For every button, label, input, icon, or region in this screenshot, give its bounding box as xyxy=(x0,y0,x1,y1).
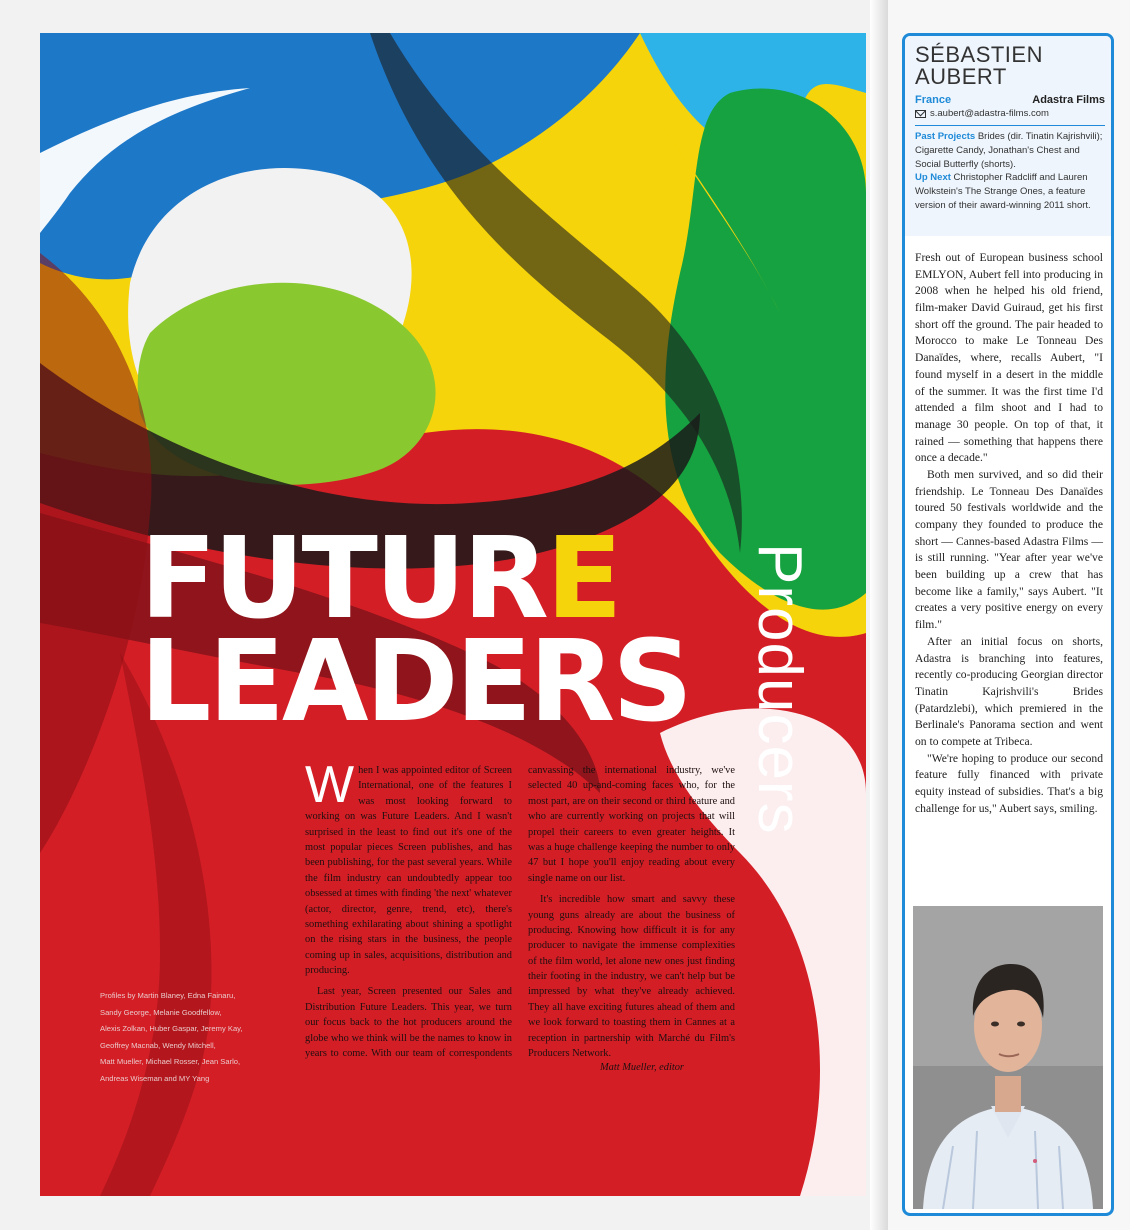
intro-paragraph-1 xyxy=(305,756,512,978)
intro-paragraph-3: It's incredible how smart and savvy these young guns already are about the business of producing. Knowing how difficult it is for any producer to navigate the immense complexities of the film world, let alone new ones just finding their footing in the industry, we can't help but be impressed by what they've already achieved. They all have exciting futures ahead of them and we look forward to toasting them in Cannes at a reception in partnership with Marché du Film's Producers Network. xyxy=(528,894,735,1060)
intro-paragraph-1-text: hen I was appointed editor of Screen International, one of the features I was most looking forward to working on was Future Leaders. And I wasn't surprised in the least to find out it's one of the most popular pieces Screen publishes, and has been publishing, for the past several years. While the film industry can undoubtedly appear too obsessed at times with finding 'the next' whatever (actor, director, genre, trend, etc), there's something exhilarating about shining a spotlight on the rising stars in the business, the people coming up in sales, acquisitions, distribution and producing. xyxy=(305,765,512,977)
headline-line-1 xyxy=(140,514,690,644)
producer-photo xyxy=(913,906,1103,1209)
profile-divider xyxy=(915,125,1105,126)
profile-paragraph: Both men survived, and so did their friendship. Le Tonneau Des Danaïdes toured 50 festivals worldwide and the company they founded to produce the short — Cannes-based Adastra Films — is still running. "Year after year we've been building up a crew that has become like a family," says Aubert. "It creates a very positive energy on every film." xyxy=(915,467,1103,632)
producer-first-name: SÉBASTIEN xyxy=(915,42,1043,67)
credits-line: Profiles by Martin Blaney, Edna Fainaru, xyxy=(100,991,236,1000)
portrait-illustration xyxy=(913,906,1103,1209)
profile-credits xyxy=(100,988,265,1087)
profile-header xyxy=(915,44,1105,213)
producer-name xyxy=(915,44,1105,88)
up-next xyxy=(915,171,1105,212)
profile-paragraph: "We're hoping to produce our second feature fully financed with private equity instead of subsidies. That's a big challenge for us," Aubert says, smiling. xyxy=(915,751,1103,815)
credits-line: Alexis Zolkan, Huber Gaspar, Jeremy Kay, xyxy=(100,1024,243,1034)
producer-company: Adastra Films xyxy=(1032,94,1105,106)
past-projects xyxy=(915,130,1105,171)
producer-profile-card xyxy=(902,33,1114,1216)
editor-introduction xyxy=(305,756,735,1073)
producer-last-name: AUBERT xyxy=(915,64,1007,89)
profile-projects xyxy=(915,130,1105,213)
headline-line-2: LEADERS xyxy=(140,617,690,748)
credits-line: Sandy George, Melanie Goodfellow, xyxy=(100,1007,222,1017)
editor-signoff: Matt Mueller, editor xyxy=(600,1062,684,1073)
profile-country-company xyxy=(915,94,1105,106)
up-next-text: Christopher Radcliff and Lauren Wolkstein's The Strange Ones, a feature version of their award-winning 2011 short. xyxy=(915,172,1091,211)
producer-country: France xyxy=(915,94,952,106)
profile-email xyxy=(915,108,1105,119)
up-next-label: Up Next xyxy=(915,172,951,184)
drop-cap: W xyxy=(305,756,355,814)
credits-line: Matt Mueller, Michael Rosser, Jean Sarlo, xyxy=(100,1057,241,1067)
headline xyxy=(140,514,690,748)
past-projects-label: Past Projects xyxy=(915,131,976,142)
credits-line: Geoffrey Macnab, Wendy Mitchell, xyxy=(100,1040,216,1050)
profile-paragraph: Fresh out of European business school EMLYON, Aubert fell into producing in 2008 when he helped his old friend, film-maker David Guiraud, get his first short off the ground. The pair headed to Morocco to make Le Tonneau Des Danaïdes, where, recalls Aubert, "I found myself in a desert in the middle of the summer. It was the first time I'd attended a film shoot and I had to manage 30 people. On top of that, it rained — something that happens there once a decade." xyxy=(915,251,1103,465)
headline-line-1-prefix: FUTUR xyxy=(140,514,547,644)
section-title-text: Producers xyxy=(745,543,814,835)
profile-body xyxy=(915,250,1103,817)
producer-email: s.aubert@adastra-films.com xyxy=(930,108,1049,119)
profile-paragraph: After an initial focus on shorts, Adastra is branching into features, recently co-producing Georgian director Tinatin Kajrishvili's Brides (Patardzlebi), which premiered in the Berlinale's Panorama section and went on to compete at Tribeca. xyxy=(915,634,1103,748)
envelope-icon xyxy=(915,110,926,118)
credits-line: Andreas Wiseman and MY Yang xyxy=(100,1073,210,1083)
past-projects-text: Brides (dir. Tinatin Kajrishvili); Cigarette Candy, Jonathan's Chest and Social Butterfly (shorts). xyxy=(915,131,1103,170)
intro-paragraph-2: Last year, Screen presented our Sales and Distribution Future Leaders. This year, we turn our focus back to the hot producers around the globe who we think will be the names to know in years to come. With our team of correspondents canvassing the international industry, we've selected 40 up-and-coming faces who, for the most part, are on their second or third feature and who are currently working on projects that will propel their careers to even greater heights. It was a huge challenge keeping the number to only 47 but I hope you'll enjoy reading about every single name on our list. xyxy=(305,765,735,1060)
headline-line-1-accent: E xyxy=(546,514,620,644)
